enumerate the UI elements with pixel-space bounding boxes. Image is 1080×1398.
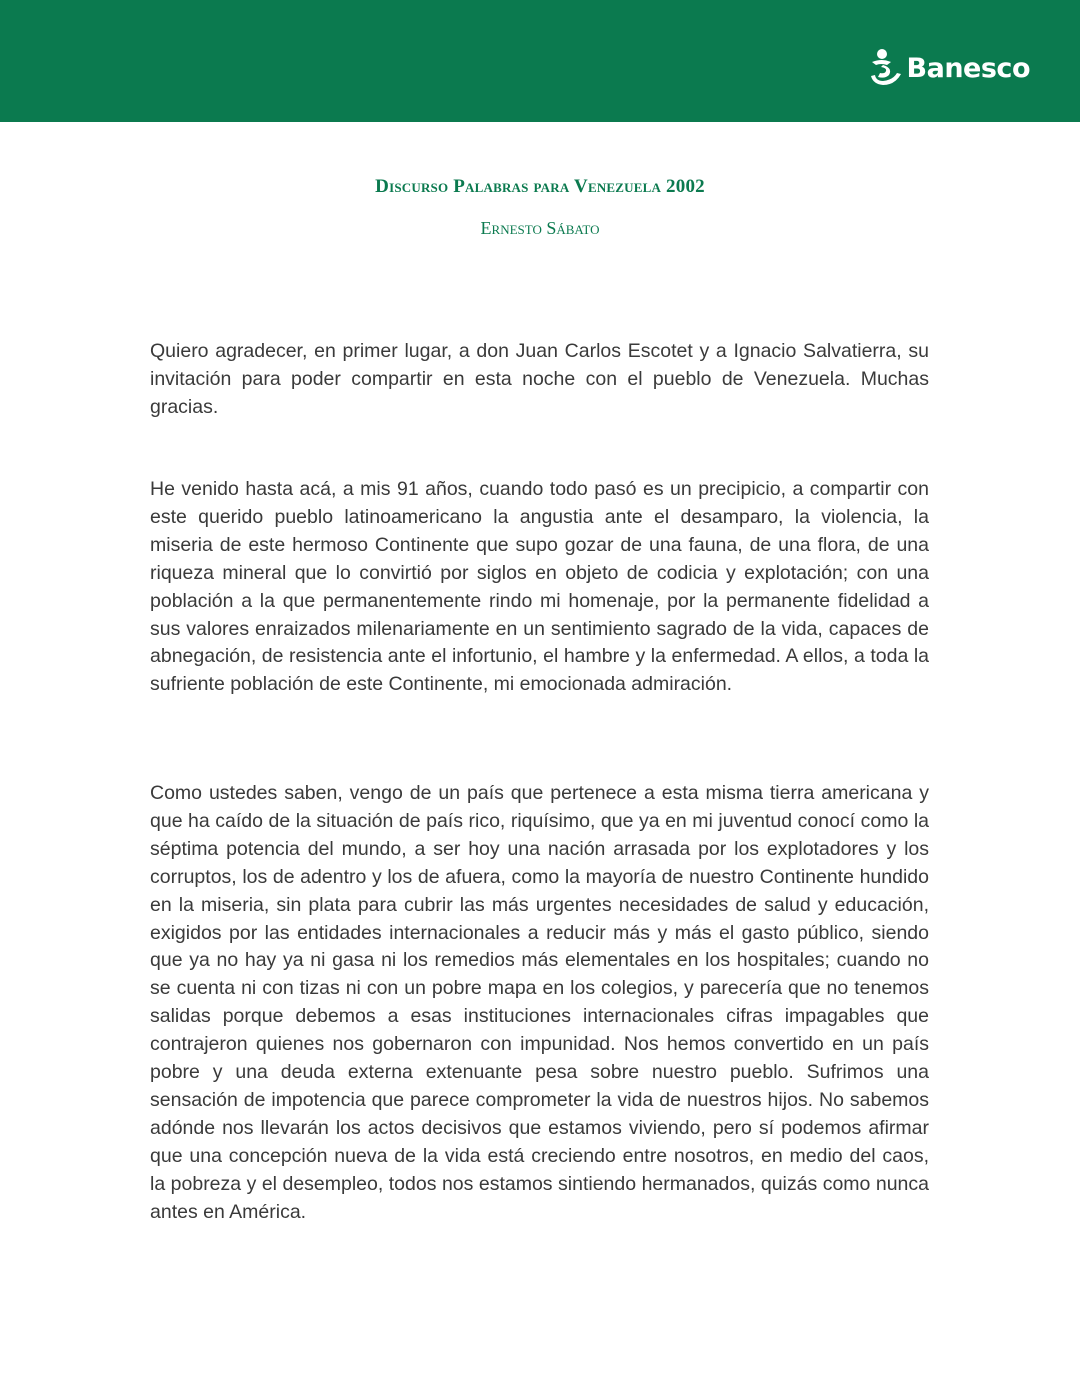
banesco-logo [869, 48, 1030, 88]
logo-text: Banesco [906, 52, 1030, 84]
banesco-figure-icon [869, 48, 903, 88]
document-title: Discurso Palabras para Venezuela 2002 [375, 176, 705, 197]
header-bar [0, 0, 1080, 122]
document-author: Ernesto Sábato [480, 218, 600, 238]
paragraph: Quiero agradecer, en primer lugar, a don Juan Carlos Escotet y a Ignacio Salvatierra, su invitación para poder compartir en esta noche con el pueblo de Venezuela. Muchas gracias. [150, 340, 929, 418]
paragraph: Como ustedes saben, vengo de un país que pertenece a esta misma tierra americana y que ha caído de la situación de país rico, riquísimo, que ya en mi juventud conocí como la séptima potencia del mundo, a ser hoy una nación arrasada por los explotadores y los corruptos, los de adentro y los de afuera, como la mayoría de nuestro Continente hundido en la miseria, sin plata para cubrir las más urgentes necesidades de salud y educación, exigidos por las entidades internacionales a reducir más y más el gasto público, siendo que ya no hay ya ni gasa ni los remedios más elementales en los hospitales; cuando no se cuenta ni con tizas ni con un pobre mapa en los colegios, y parecería que no tenemos salidas porque debemos a esas instituciones internacionales cifras impagables que contrajeron quienes nos gobernaron con impunidad. Nos hemos convertido en un país pobre y una deuda externa extenuante pesa sobre nuestro pueblo. Sufrimos una sensación de impotencia que parece comprometer la vida de nuestros hijos. No sabemos adónde nos llevarán los actos decisivos que estamos viviendo, pero sí podemos afirmar que una concepción nueva de la vida está creciendo entre nosotros, en medio del caos, la pobreza y el desempleo, todos nos estamos sintiendo hermanados, quizás como nunca antes en América. [150, 782, 929, 1223]
paragraph: He venido hasta acá, a mis 91 años, cuando todo pasó es un precipicio, a compartir con este querido pueblo latinoamericano la angustia ante el desamparo, la violencia, la miseria de este hermoso Continente que supo gozar de una fauna, de una flora, de una riqueza mineral que lo convirtió por siglos en objeto de codicia y explotación; con una población a la que permanentemente rindo mi homenaje, por la permanente fidelidad a sus valores enraizados milenariamente en un sentimiento sagrado de la vida, capaces de abnegación, de resistencia ante el infortunio, el hambre y la enfermedad. A ellos, a toda la sufriente población de este Continente, mi emocionada admiración. [150, 478, 929, 696]
